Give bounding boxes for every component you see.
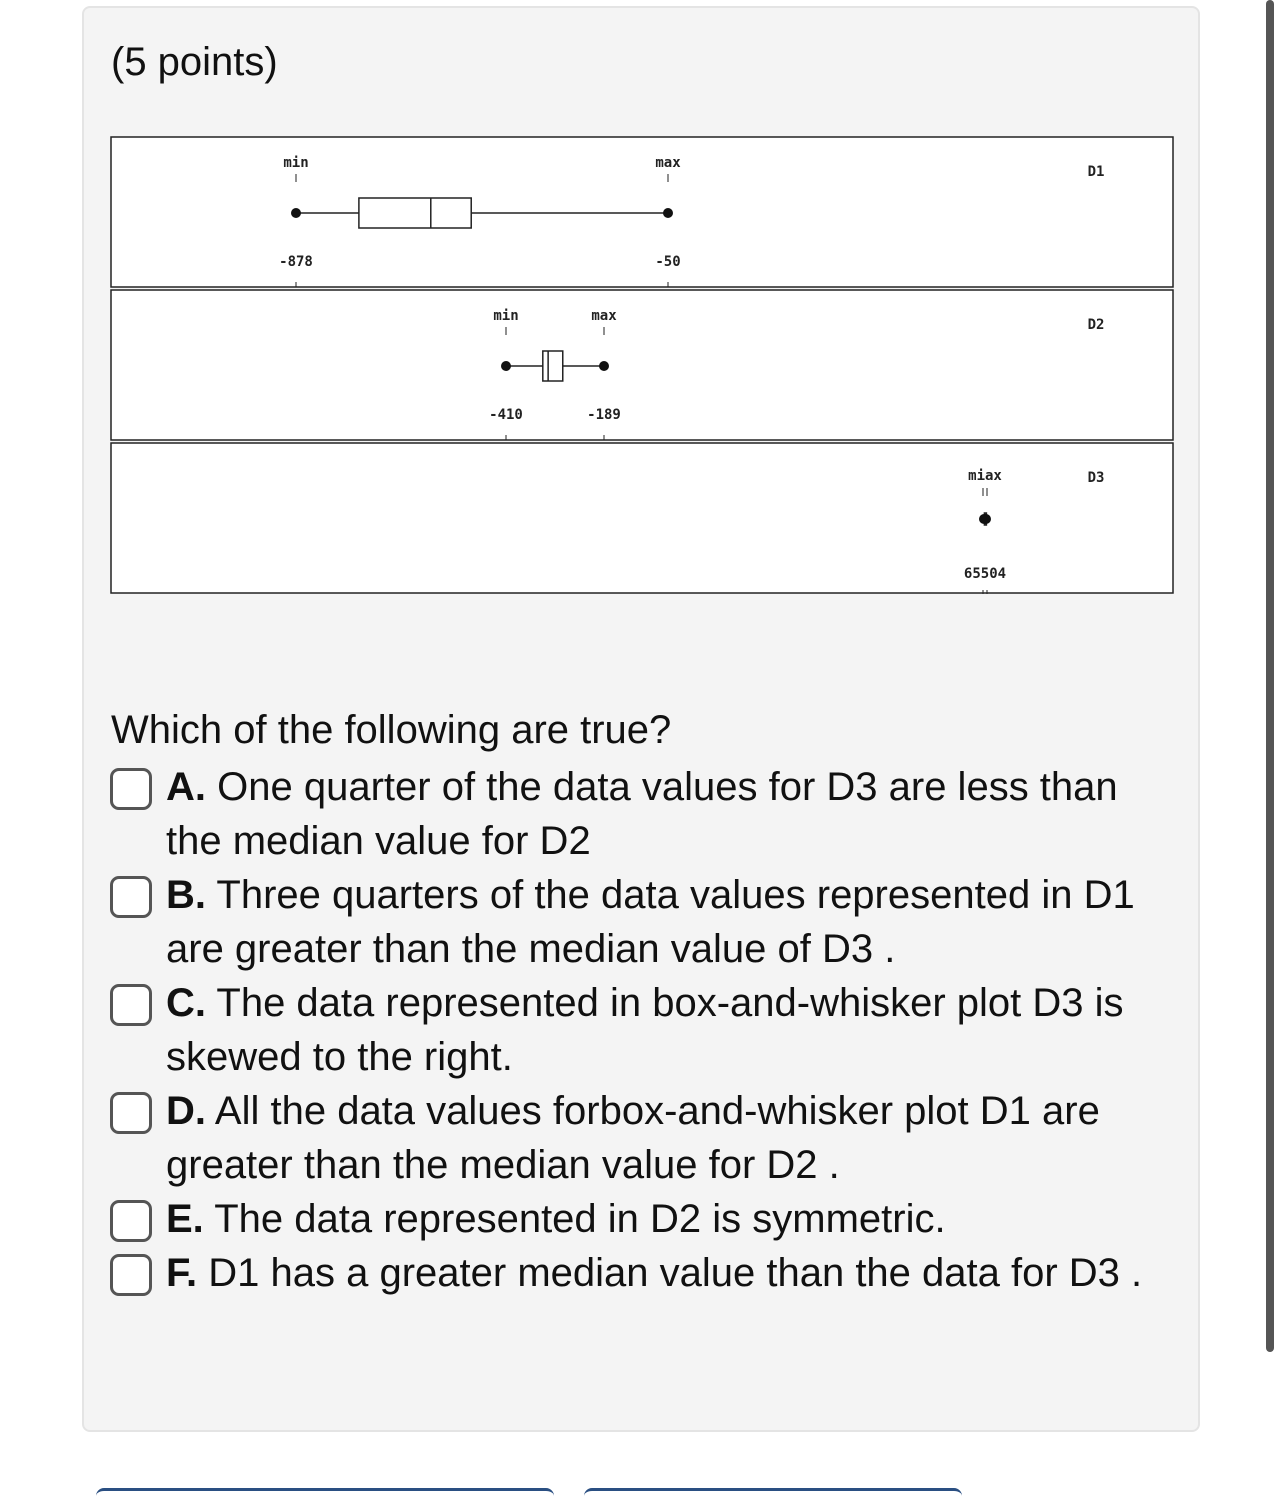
plot-label-d2: D2 <box>1087 317 1105 333</box>
option-c-letter: C. <box>166 981 206 1025</box>
box-d2 <box>543 351 563 381</box>
option-e[interactable] <box>110 1192 1180 1246</box>
min-value-d1: -878 <box>279 254 313 270</box>
max-point-d2 <box>599 361 609 371</box>
min-point-d1 <box>291 208 301 218</box>
max-value-d1: -50 <box>655 254 681 270</box>
option-a-text: One quarter of the data values for D3 are less than the median value for D2 <box>166 765 1118 863</box>
checkbox-c[interactable] <box>110 984 152 1026</box>
option-e-letter: E. <box>166 1197 204 1241</box>
checkbox-e[interactable] <box>110 1200 152 1242</box>
option-f[interactable] <box>110 1246 1180 1300</box>
bottom-button-right[interactable] <box>584 1488 962 1499</box>
box-d1 <box>359 198 471 228</box>
option-c-text: The data represented in box-and-whisker plot D3 is skewed to the right. <box>166 981 1124 1079</box>
max-marker-d1: max <box>655 155 681 171</box>
question-prompt: Which of the following are true? <box>111 708 672 752</box>
max-marker-d2: max <box>591 308 617 324</box>
plot-label-d1: D1 <box>1087 164 1105 180</box>
option-f-letter: F. <box>166 1251 198 1295</box>
max-point-d3 <box>981 514 991 524</box>
overlap-marker-d3: miax <box>968 468 1002 484</box>
option-f-text: D1 has a greater median value than the data for D3 . <box>208 1251 1143 1295</box>
points-label: (5 points) <box>111 40 278 84</box>
plot-label-d3: D3 <box>1087 470 1105 486</box>
bottom-button-left[interactable] <box>96 1488 554 1499</box>
min-marker-d1: min <box>283 155 309 171</box>
max-value-d2: -189 <box>587 407 621 423</box>
panel-d3 <box>111 443 1173 593</box>
option-b-letter: B. <box>166 873 206 917</box>
checkbox-d[interactable] <box>110 1092 152 1134</box>
option-b[interactable] <box>110 868 1180 976</box>
checkbox-a[interactable] <box>110 768 152 810</box>
option-d-text: All the data values forbox-and-whisker plot D1 are greater than the median value for D2 . <box>166 1089 1100 1187</box>
option-c[interactable] <box>110 976 1180 1084</box>
option-a-letter: A. <box>166 765 206 809</box>
boxplot-chart <box>110 136 1174 596</box>
option-d[interactable] <box>110 1084 1180 1192</box>
option-a[interactable] <box>110 760 1180 868</box>
scrollbar[interactable] <box>1266 0 1274 1352</box>
overlap-value-d3: 65504 <box>963 566 1007 582</box>
checkbox-f[interactable] <box>110 1254 152 1296</box>
min-point-d2 <box>501 361 511 371</box>
max-point-d1 <box>663 208 673 218</box>
min-value-d2: -410 <box>489 407 523 423</box>
panel-d2 <box>111 290 1173 440</box>
option-b-text: Three quarters of the data values represented in D1 are greater than the median value of D3 . <box>166 873 1135 971</box>
panel-d1 <box>111 137 1173 287</box>
options-list <box>110 760 1180 1300</box>
min-marker-d2: min <box>493 308 519 324</box>
option-e-text: The data represented in D2 is symmetric. <box>214 1197 946 1241</box>
checkbox-b[interactable] <box>110 876 152 918</box>
option-d-letter: D. <box>166 1089 206 1133</box>
